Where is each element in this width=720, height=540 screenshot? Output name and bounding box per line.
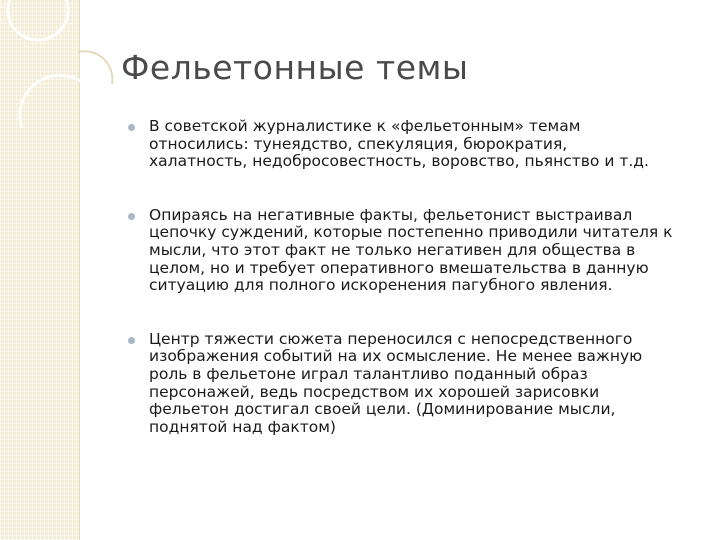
bullet-line: ситуацию для полного искоренения пагубного явления. <box>149 276 613 295</box>
bullet-line: мысли, что этот факт не только негативен для общества в <box>149 240 636 259</box>
bullet-marker <box>128 337 135 344</box>
bullet-item <box>128 331 700 437</box>
bullet-list <box>128 118 700 472</box>
bullet-line: В советской журналистике к «фельетонным» темам <box>149 117 581 135</box>
bullet-marker <box>128 213 135 220</box>
bullet-line: персонажей, ведь посредством их хорошей зарисовки <box>149 382 600 401</box>
bullet-line: поднятой над фактом) <box>149 417 336 436</box>
bullet-line: относились: тунеядство, спекуляция, бюрократия, <box>149 134 568 153</box>
bullet-line: Центр тяжести сюжета переносился с непосредственного <box>149 329 633 348</box>
bullet-line: роль в фельетоне играл талантливо поданный образ <box>149 364 588 383</box>
bullet-item <box>128 207 700 295</box>
bullet-text <box>149 331 700 437</box>
bullet-line: целом, но и требует оперативного вмешательства в данную <box>149 258 649 277</box>
decorative-circles-ornament <box>0 0 120 150</box>
bullet-line: изображения событий на их осмысление. Не менее важную <box>149 347 643 366</box>
bullet-line: Опираясь на негативные факты, фельетонист выстраивал <box>149 205 633 224</box>
bullet-item <box>128 118 700 171</box>
slide-title: Фельетонные темы <box>121 48 469 87</box>
bullet-line: халатность, недобросовестность, воровство, пьянство и т.д. <box>149 152 649 171</box>
bullet-marker <box>128 124 135 131</box>
bullet-text <box>149 207 700 295</box>
bullet-line: фельетон достигал своей цели. (Доминирование мысли, <box>149 400 616 419</box>
bullet-text <box>149 118 700 171</box>
bullet-line: цепочку суждений, которые постепенно приводили читателя к <box>149 223 673 242</box>
